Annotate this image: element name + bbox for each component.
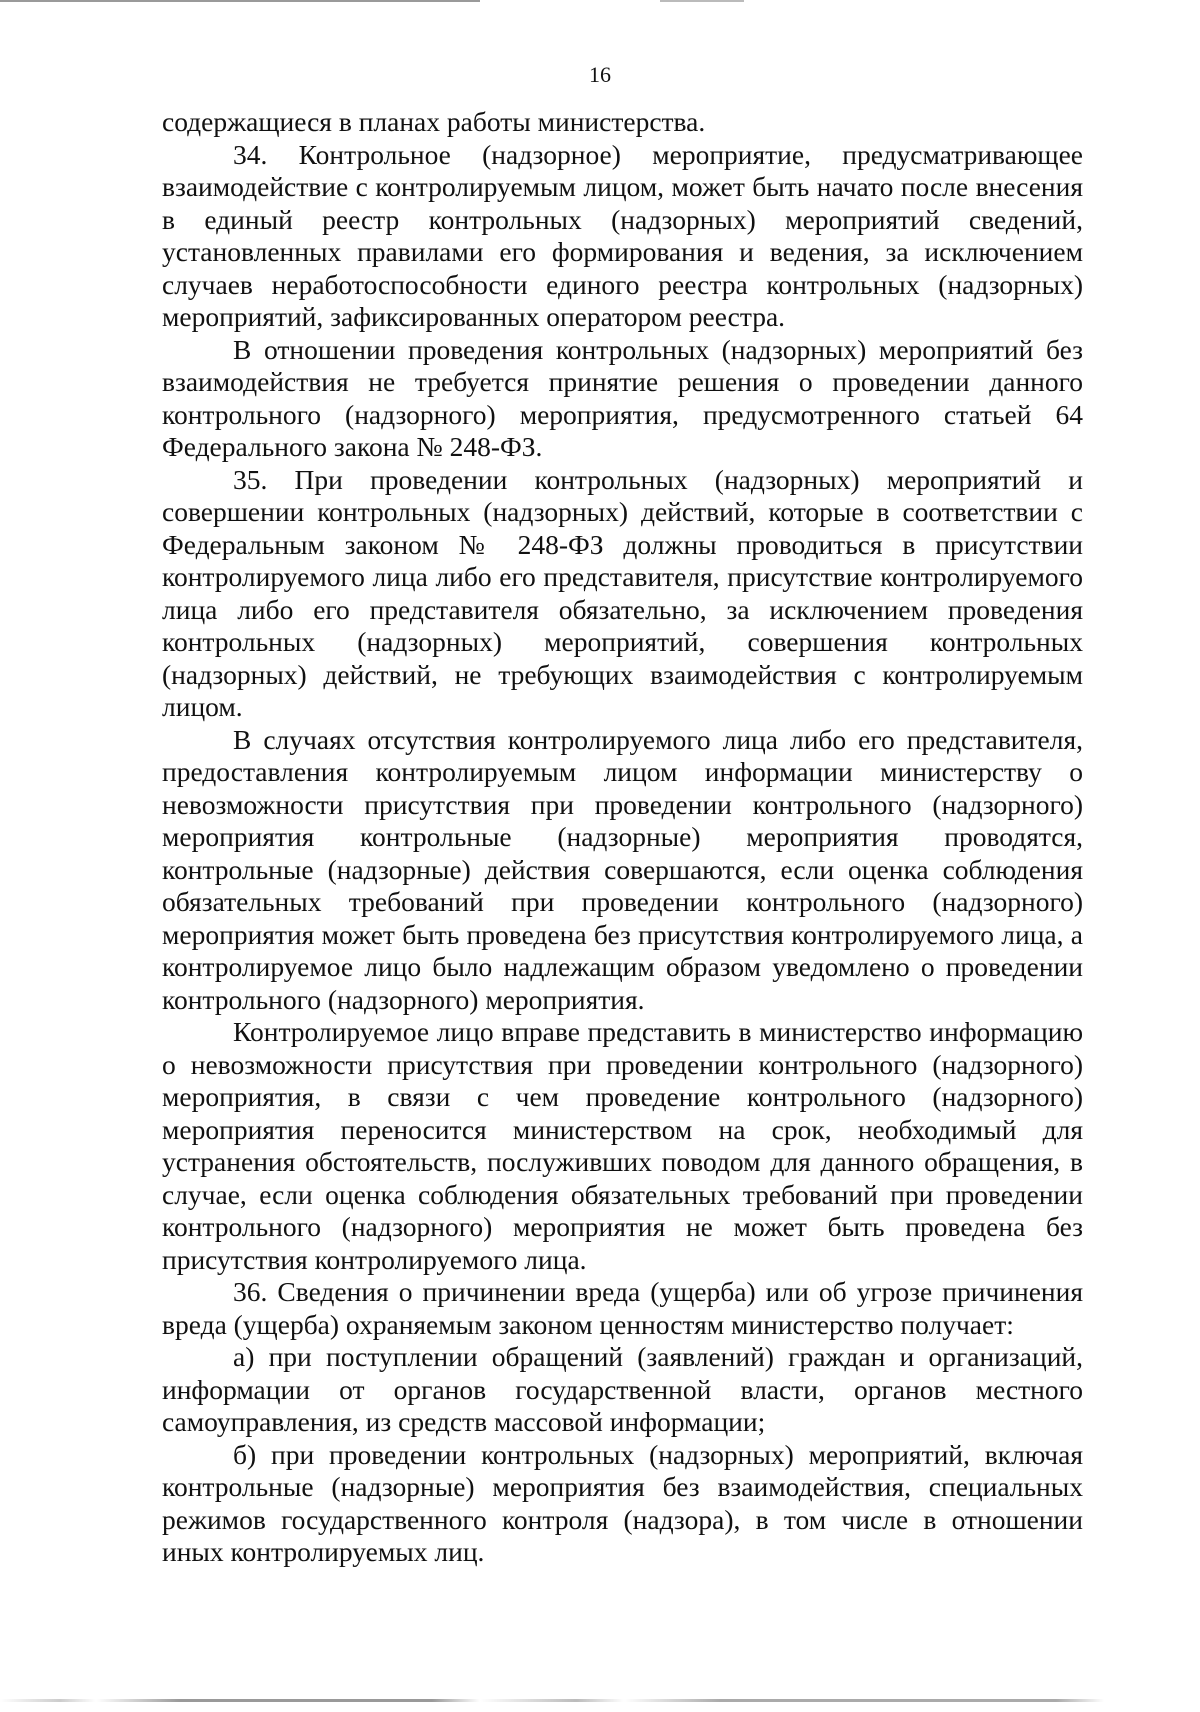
- paragraph-item-35: 35. При проведении контрольных (надзорных) мероприятий и совершении контрольных (надзорных) действий, которые в соответствии с Федеральным законом № 248-ФЗ должны проводиться в присутствии контролируемого лица либо его представителя, присутствие контролируемого лица либо его представителя обязательно, за исключением проведения контрольных (надзорных) мероприятий, совершения контрольных (надзорных) действий, не требующих взаимодействия с контролируемым лицом.: [162, 463, 1083, 722]
- scan-edge-bottom: [0, 1699, 1200, 1702]
- page-number: 16: [589, 62, 611, 87]
- scan-edge-top: [0, 0, 1200, 2]
- paragraph-right-to-inform: Контролируемое лицо вправе представить в министерство информацию о невозможности присутствия при проведении контрольного (надзорного) мероприятия, в связи с чем проведение контрольного (надзорного) мероприятия переносится министерством на срок, необходимый для устранения обстоятельств, послуживших поводом для данного обращения, в случае, если оценка соблюдения обязательных требований при проведении контрольного (надзорного) мероприятия не может быть проведена без присутствия контролируемого лица.: [162, 1016, 1083, 1275]
- paragraph-item-34: 34. Контрольное (надзорное) мероприятие, предусматривающее взаимодействие с контролируемым лицом, может быть начато после внесения в единый реестр контрольных (надзорных) мероприятий сведений, установленных правилами его формирования и ведения, за исключением случаев неработоспособности единого реестра контрольных (надзорных) мероприятий, зафиксированных оператором реестра.: [162, 138, 1083, 332]
- paragraph-item-36-b: б) при проведении контрольных (надзорных) мероприятий, включая контрольные (надзорные) мероприятия без взаимодействия, специальных режимов государственного контроля (надзора), в том числе в отношении иных контролируемых лиц.: [162, 1438, 1083, 1567]
- paragraph-item-36: 36. Сведения о причинении вреда (ущерба) или об угрозе причинения вреда (ущерба) охраняемым законом ценностям министерство получает:: [162, 1276, 1083, 1340]
- paragraph-continuation: содержащиеся в планах работы министерства.: [162, 106, 706, 137]
- paragraph-absence-cases: В случаях отсутствия контролируемого лица либо его представителя, предоставления контролируемым лицом информации министерству о невозможности присутствия при проведении контрольного (надзорного) мероприятия контрольные (надзорные) мероприятия проводятся, контрольные (надзорные) действия совершаются, если оценка соблюдения обязательных требований при проведении контрольного (надзорного) мероприятия может быть проведена без присутствия контролируемого лица, а контролируемое лицо было надлежащим образом уведомлено о проведении контрольного (надзорного) мероприятия.: [162, 723, 1083, 1015]
- paragraph-no-interaction: В отношении проведения контрольных (надзорных) мероприятий без взаимодействия не требуется принятие решения о проведении данного контрольного (надзорного) мероприятия, предусмотренного статьей 64 Федерального закона № 248-ФЗ.: [162, 333, 1083, 462]
- paragraph-item-36-a: а) при поступлении обращений (заявлений) граждан и организаций, информации от органов государственной власти, органов местного самоуправления, из средств массовой информации;: [162, 1341, 1083, 1437]
- document-body: [162, 106, 1083, 1569]
